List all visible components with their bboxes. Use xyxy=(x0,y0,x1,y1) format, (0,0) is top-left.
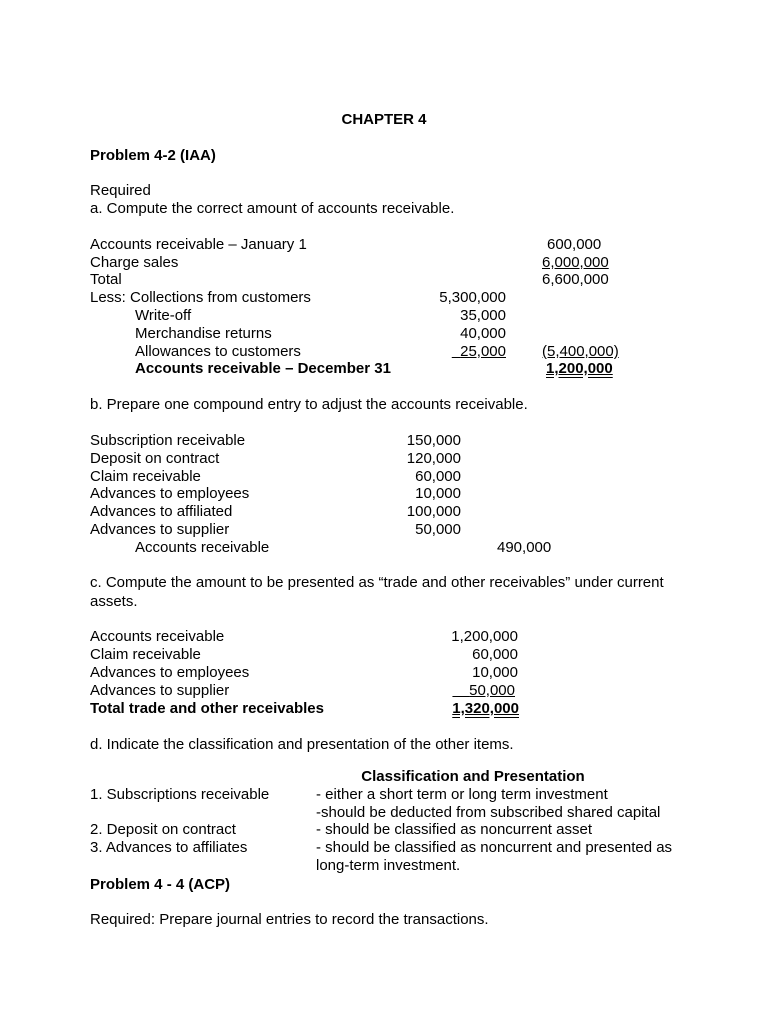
receivable-label: Accounts receivable xyxy=(90,628,225,645)
row-label: Charge sales xyxy=(90,254,179,271)
row-amount: 1,200,000 xyxy=(546,360,613,377)
item-description: - should be classified as noncurrent and presented as xyxy=(316,839,673,856)
problem-heading: Problem 4 - 4 (ACP) xyxy=(90,876,231,893)
item-description: -should be deducted from subscribed shared capital xyxy=(316,804,661,821)
receivable-amount: 10,000 xyxy=(472,664,518,681)
classification-heading: Classification and Presentation xyxy=(361,768,585,785)
part-c-instruction: c. Compute the amount to be presented as “trade and other receivables” under current xyxy=(90,574,664,591)
part-b-instruction: b. Prepare one compound entry to adjust the accounts receivable. xyxy=(90,396,528,413)
row-detail-amount: 5,300,000 xyxy=(439,289,506,306)
row-label: Total xyxy=(90,271,122,288)
row-detail-amount: 35,000 xyxy=(460,307,506,324)
debit-account: Claim receivable xyxy=(90,468,201,485)
debit-account: Advances to employees xyxy=(90,485,250,502)
underline-spacer xyxy=(452,682,469,699)
part-a-instruction: a. Compute the correct amount of accounts receivable. xyxy=(90,200,455,217)
debit-amount: 60,000 xyxy=(415,468,461,485)
debit-amount: 50,000 xyxy=(415,521,461,538)
receivable-amount: 60,000 xyxy=(472,646,518,663)
row-detail-amount: 25,000 xyxy=(460,343,506,360)
item-label: 2. Deposit on contract xyxy=(90,821,236,838)
row-label: Write-off xyxy=(135,307,192,324)
part-d-instruction: d. Indicate the classification and presentation of the other items. xyxy=(90,736,514,753)
debit-amount: 10,000 xyxy=(415,485,461,502)
receivable-amount: 1,200,000 xyxy=(451,628,518,645)
required-instruction: Required: Prepare journal entries to record the transactions. xyxy=(90,911,489,928)
receivable-label: Claim receivable xyxy=(90,646,201,663)
receivable-amount-cell xyxy=(430,682,515,700)
row-amount: 6,600,000 xyxy=(542,271,609,288)
item-description: long-term investment. xyxy=(316,857,461,874)
row-label: Allowances to customers xyxy=(135,343,301,360)
row-amount: (5,400,000) xyxy=(542,343,619,360)
debit-account: Deposit on contract xyxy=(90,450,220,467)
debit-account: Advances to affiliated xyxy=(90,503,233,520)
row-label: Merchandise returns xyxy=(135,325,272,342)
row-label: Accounts receivable – December 31 xyxy=(135,360,391,377)
total-amount-cell xyxy=(430,700,519,718)
item-description: - should be classified as noncurrent asset xyxy=(316,821,592,838)
underlined-amount xyxy=(452,343,506,360)
item-label: 3. Advances to affiliates xyxy=(90,839,248,856)
row-label: Less: Collections from customers xyxy=(90,289,311,306)
receivable-amount: 50,000 xyxy=(469,682,515,699)
row-label: Accounts receivable – January 1 xyxy=(90,236,307,253)
credit-account: Accounts receivable xyxy=(135,539,270,556)
row-amount: 600,000 xyxy=(547,236,602,253)
chapter-title: CHAPTER 4 xyxy=(341,111,427,128)
debit-amount: 100,000 xyxy=(406,503,461,520)
receivable-label: Advances to supplier xyxy=(90,682,230,699)
row-detail-amount: 40,000 xyxy=(460,325,506,342)
credit-amount: 490,000 xyxy=(497,539,552,556)
required-label: Required xyxy=(90,182,151,199)
receivable-label: Advances to employees xyxy=(90,664,250,681)
part-c-instruction-cont: assets. xyxy=(90,593,138,610)
item-label: 1. Subscriptions receivable xyxy=(90,786,270,803)
problem-heading: Problem 4-2 (IAA) xyxy=(90,147,216,164)
row-amount: 6,000,000 xyxy=(542,254,609,271)
total-amount: 1,320,000 xyxy=(452,700,519,717)
item-description: - either a short term or long term investment xyxy=(316,786,608,803)
underline-spacer xyxy=(452,343,460,360)
debit-amount: 150,000 xyxy=(406,432,461,449)
debit-account: Subscription receivable xyxy=(90,432,246,449)
debit-amount: 120,000 xyxy=(406,450,461,467)
debit-account: Advances to supplier xyxy=(90,521,230,538)
underlined-amount xyxy=(452,682,515,699)
row-detail-cell xyxy=(400,343,506,361)
total-label: Total trade and other receivables xyxy=(90,700,324,717)
